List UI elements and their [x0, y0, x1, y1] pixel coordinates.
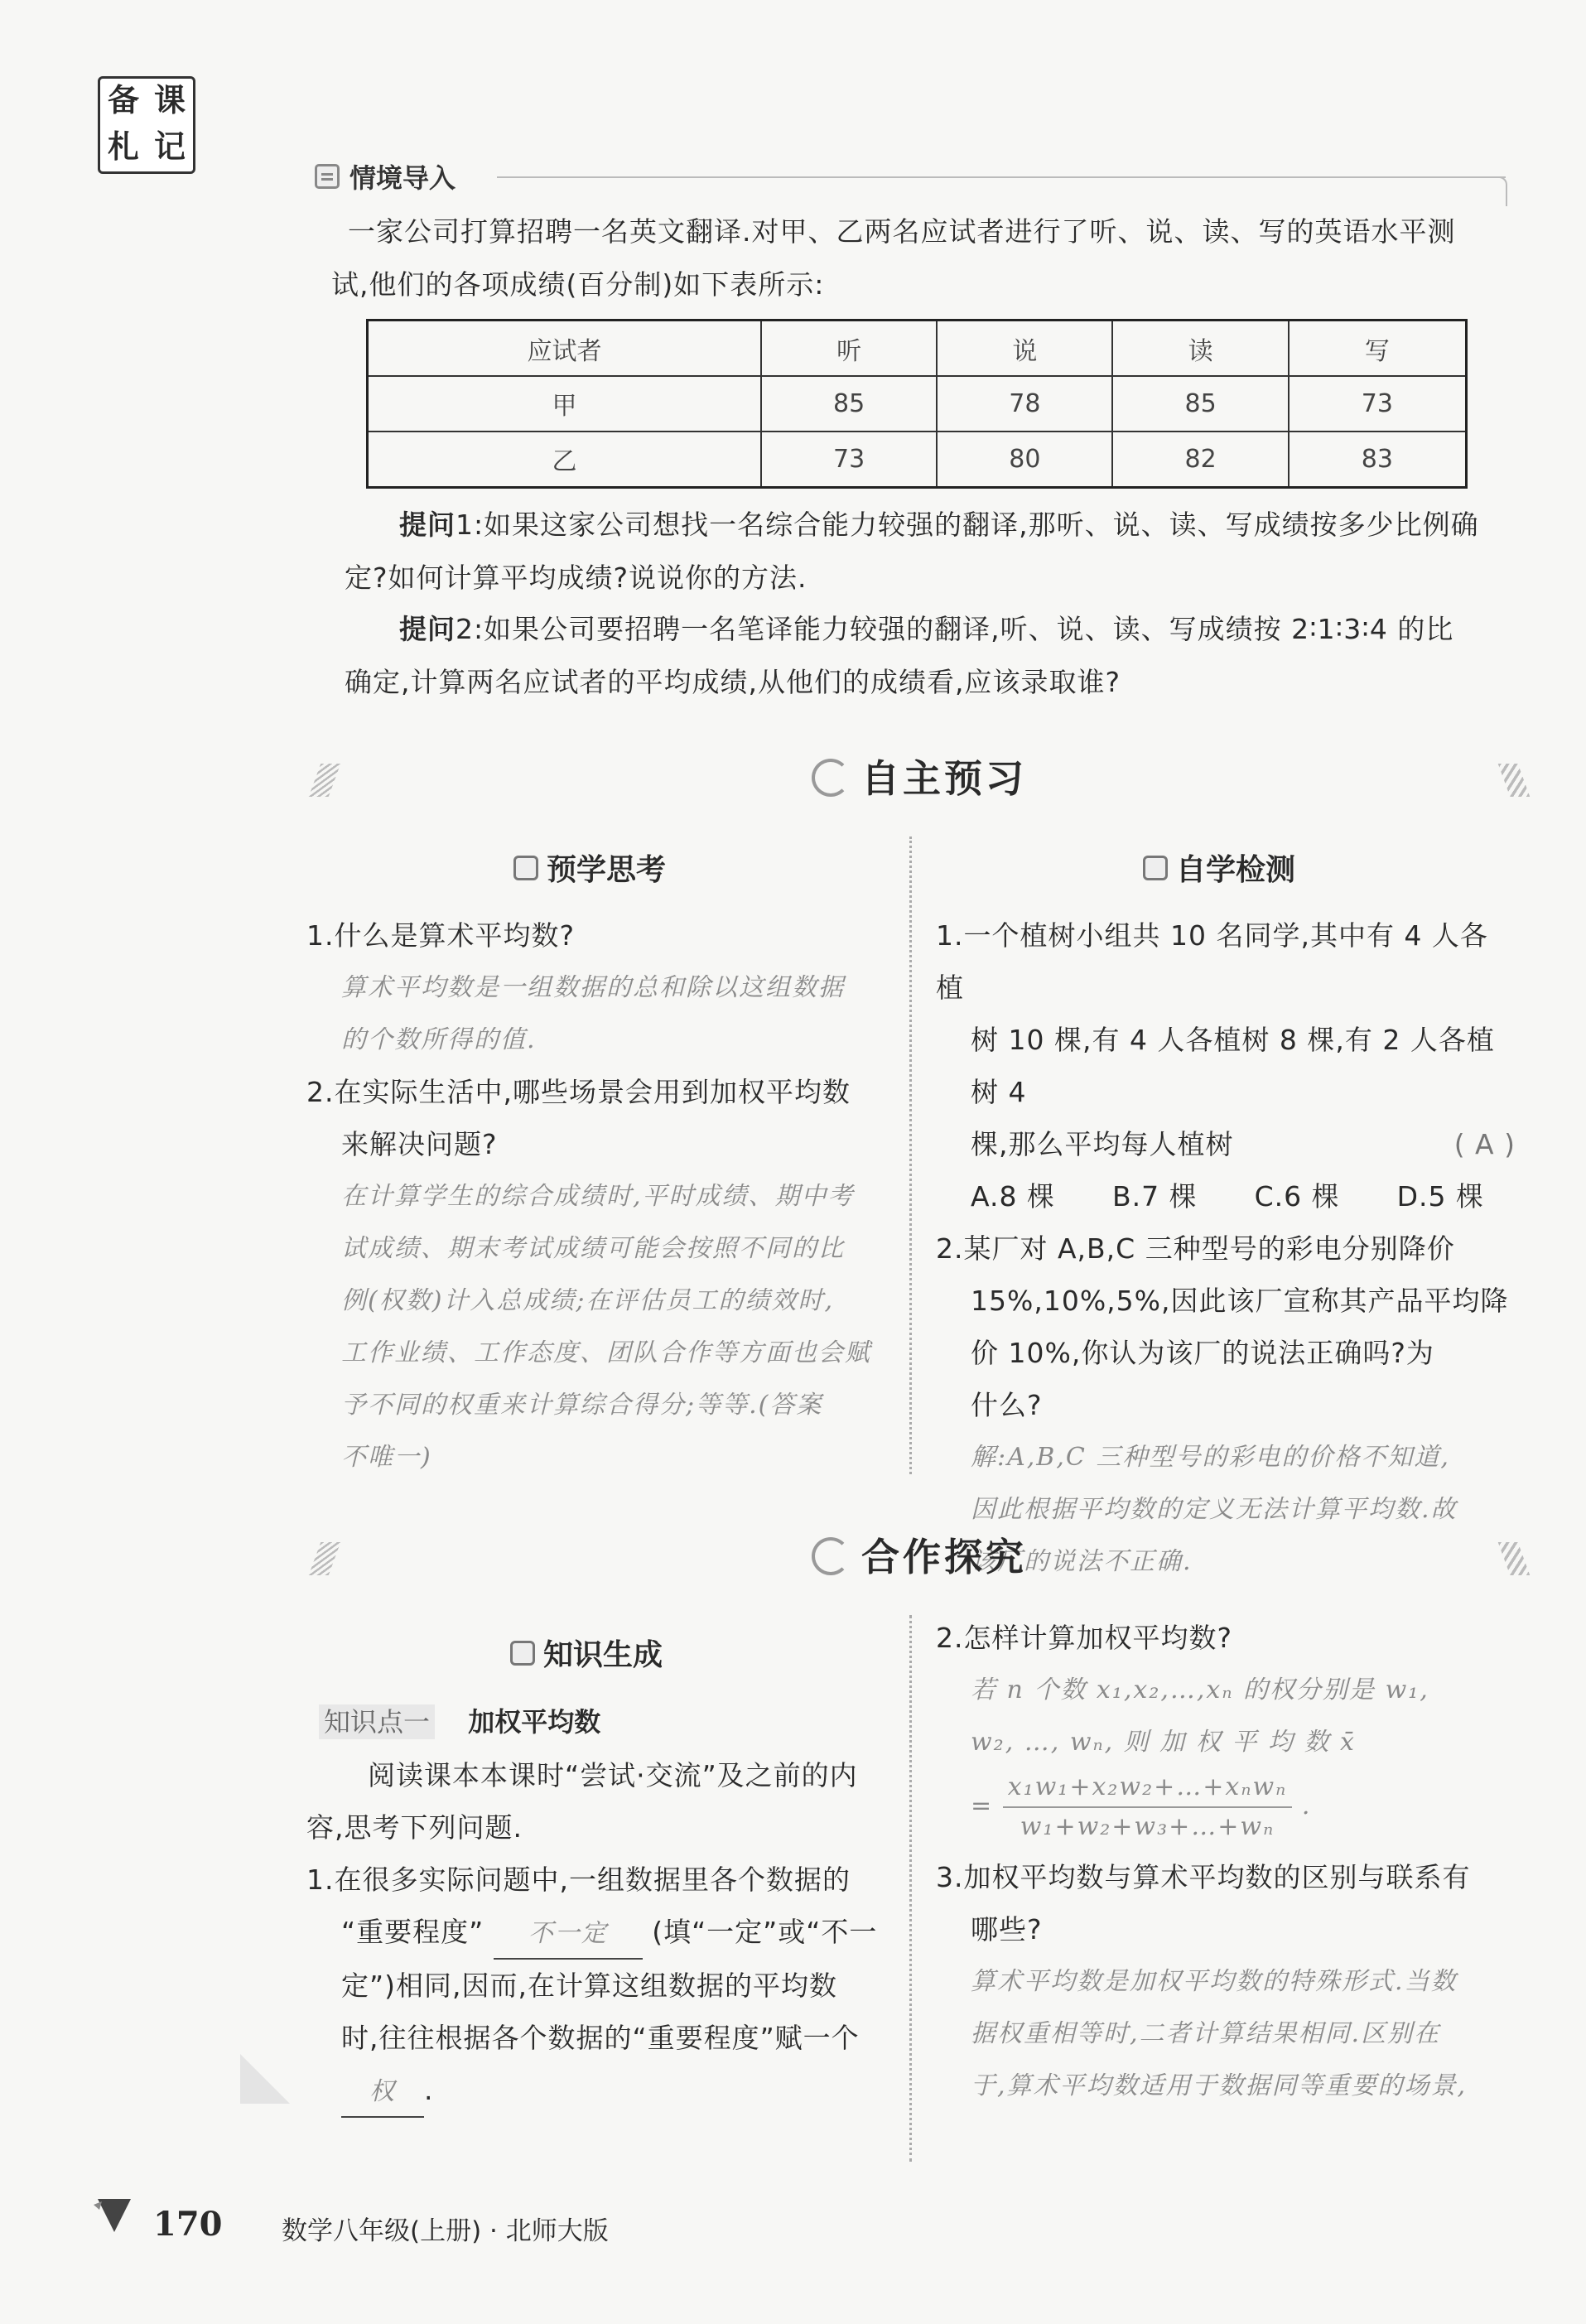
- question-line: 1.在很多实际问题中,一组数据里各个数据的: [306, 1864, 851, 1896]
- option-d: D.5 棵: [1396, 1180, 1484, 1213]
- answer-text: [971, 1664, 1516, 1846]
- question-line: 2.在实际生活中,哪些场景会用到加权平均数: [306, 1076, 851, 1108]
- answer-line: w₂, …, wₙ, 则 加 权 平 均 数 x̄: [971, 1728, 1356, 1757]
- answer-line: 在计算学生的综合成绩时,平时成绩、期中考: [341, 1182, 855, 1211]
- answer-line: 的个数所得的值.: [341, 1025, 537, 1054]
- header-rule: [497, 176, 1506, 178]
- table-header-cell: 读: [1112, 321, 1288, 377]
- answer-line: 试成绩、期末考试成绩可能会按照不同的比: [341, 1234, 845, 1263]
- blank-answer: 不一定: [528, 1919, 608, 1948]
- knowledge-content: [306, 1749, 903, 2118]
- answer-line: 若 n 个数 x₁,x₂,…,xₙ 的权分别是 w₁,: [971, 1675, 1429, 1704]
- choice-answer: ( A ): [1453, 1128, 1516, 1160]
- note-icon: [315, 164, 340, 189]
- table-cell: 73: [1289, 376, 1467, 432]
- question-label: 提问: [399, 613, 456, 645]
- formula-denominator: w₁+w₂+w₃+…+wₙ: [1020, 1812, 1275, 1841]
- target-icon: [812, 759, 850, 797]
- column-divider: [909, 1615, 912, 2162]
- knowledge-point-title: 加权平均数: [468, 1706, 601, 1738]
- answer-text: [341, 962, 903, 1066]
- table-cell: 乙: [368, 432, 761, 488]
- score-table: [366, 319, 1468, 489]
- book-title: 数学八年级(上册) · 北师大版: [282, 2216, 609, 2246]
- question-text: 1:如果这家公司想找一名综合能力较强的翻译,那听、说、读、写成绩按多少比例确: [456, 509, 1479, 541]
- table-cell: 80: [937, 432, 1112, 488]
- answer-line: 解:A,B,C 三种型号的彩电的价格不知道,: [971, 1443, 1450, 1472]
- situation-title: 情境导入: [349, 162, 456, 194]
- subheading-knowledge: [510, 1632, 663, 1674]
- option-c: C.6 棵: [1254, 1180, 1340, 1213]
- book-icon: [513, 856, 538, 880]
- question-1: [345, 499, 1526, 605]
- question-line: “重要程度”: [341, 1916, 484, 1948]
- section-title: 合作探究: [861, 1535, 1027, 1579]
- option-a: A.8 棵: [971, 1180, 1055, 1213]
- question-line: 来解决问题?: [341, 1128, 498, 1160]
- formula-eq: =: [971, 1791, 994, 1820]
- table-cell: 82: [1112, 432, 1288, 488]
- situation-header: [315, 156, 456, 197]
- knowledge-point-header: [319, 1696, 907, 1748]
- question-text: [936, 909, 1516, 1222]
- self-check-content: [936, 909, 1516, 1588]
- situation-intro: [331, 205, 1507, 311]
- question-text: [306, 1066, 903, 1170]
- question-line: 定”)相同,因而,在计算这组数据的平均数: [341, 1970, 837, 2002]
- answer-line: 例(权数)计入总成绩;在评估员工的绩效时,: [341, 1286, 835, 1315]
- section-banner-preview: [315, 745, 1524, 812]
- question-line: 价 10%,你认为该厂的说法正确吗?为: [971, 1337, 1434, 1369]
- page-number: 170: [153, 2205, 223, 2244]
- question-text: 确定,计算两名应试者的平均成绩,从他们的成绩看,应该录取谁?: [345, 666, 1121, 698]
- knowledge-point-label: 知识点一: [319, 1704, 435, 1739]
- question-line: (填“一定”或“不一: [652, 1916, 878, 1948]
- subheading-preview-thinking: [513, 846, 666, 889]
- question-line: 哪些?: [971, 1913, 1043, 1946]
- question-line: 2.某厂对 A,B,C 三种型号的彩电分别降价: [936, 1232, 1455, 1265]
- subheading-text: 预学思考: [547, 853, 667, 887]
- table-header-row: [368, 321, 1467, 377]
- lesson-notes-stamp: [98, 76, 195, 174]
- question-2: [345, 603, 1526, 709]
- question-text: [936, 1851, 1516, 1955]
- table-cell: 85: [1112, 376, 1288, 432]
- intro-line: 一家公司打算招聘一名英文翻译.对甲、乙两名应试者进行了听、说、读、写的英语水平测: [348, 215, 1456, 248]
- explore-right-content: [936, 1612, 1516, 2112]
- table-cell: 83: [1289, 432, 1467, 488]
- header-rule-end: [1499, 176, 1507, 206]
- instruction-line: 阅读课本本课时“尝试·交流”及之前的内: [368, 1759, 858, 1791]
- answer-line: 据权重相等时,二者计算结果相同.区别在: [971, 2019, 1441, 2048]
- page-deco: [240, 2054, 290, 2104]
- formula-fraction: [1003, 1768, 1293, 1846]
- answer-line: 因此根据平均数的定义无法计算平均数.故: [971, 1495, 1458, 1524]
- question-text: [936, 1222, 1516, 1431]
- table-header-cell: 听: [761, 321, 937, 377]
- stamp-char: 课: [153, 81, 186, 118]
- answer-line: 予不同的权重来计算综合得分;等等.(答案: [341, 1391, 823, 1420]
- stamp-char: 备: [107, 81, 139, 118]
- stamp-char: 记: [153, 128, 186, 165]
- question-label: 提问: [399, 509, 456, 541]
- section-title: 自主预习: [861, 756, 1027, 801]
- table-header-cell: 应试者: [368, 321, 761, 377]
- subheading-text: 知识生成: [543, 1638, 663, 1672]
- question-line: 树 10 棵,有 4 人各植树 8 棵,有 2 人各植树 4: [971, 1024, 1495, 1108]
- question-line: 15%,10%,5%,因此该厂宣称其产品平均降: [971, 1285, 1509, 1317]
- answer-text: [971, 1955, 1516, 2112]
- question-line: 1.一个植树小组共 10 名同学,其中有 4 人各植: [936, 919, 1488, 1004]
- table-row: [368, 432, 1467, 488]
- answer-line: 不唯一): [341, 1443, 432, 1472]
- question-line: 棵,那么平均每人植树: [971, 1128, 1234, 1160]
- question-text: 定?如何计算平均成绩?说说你的方法.: [345, 562, 807, 594]
- answer-line: 工作业绩、工作态度、团队合作等方面也会赋: [341, 1338, 871, 1367]
- question-text: 2.怎样计算加权平均数?: [936, 1622, 1233, 1654]
- question-line: 时,往往根据各个数据的“重要程度”赋一个: [341, 2022, 860, 2054]
- question-text: 2:如果公司要招聘一名笔译能力较强的翻译,听、说、读、写成绩按 2∶1∶3∶4 的比: [456, 613, 1454, 645]
- blank-answer: 权: [369, 2077, 396, 2106]
- table-header-cell: 写: [1289, 321, 1467, 377]
- punctuation: .: [1301, 1791, 1312, 1820]
- table-cell: 73: [761, 432, 937, 488]
- question-line: 什么?: [971, 1389, 1043, 1421]
- answer-text: [341, 1170, 903, 1483]
- table-cell: 甲: [368, 376, 761, 432]
- question-text: 1.什么是算术平均数?: [306, 919, 576, 952]
- column-divider: [909, 837, 912, 1474]
- reading-instruction: [306, 1749, 903, 1854]
- table-header-cell: 说: [937, 321, 1112, 377]
- table-row: [368, 376, 1467, 432]
- table-cell: 85: [761, 376, 937, 432]
- intro-line: 试,他们的各项成绩(百分制)如下表所示:: [331, 268, 825, 301]
- stamp-char: 札: [107, 128, 139, 165]
- table-cell: 78: [937, 376, 1112, 432]
- book-icon: [510, 1641, 535, 1666]
- punctuation: .: [424, 2074, 434, 2106]
- option-b: B.7 棵: [1111, 1180, 1198, 1213]
- question-text: [306, 1854, 903, 2118]
- answer-line: 算术平均数是一组数据的总和除以这组数据: [341, 973, 845, 1002]
- fill-blank: [494, 1906, 643, 1960]
- section-banner-explore: [315, 1524, 1524, 1590]
- checklist-icon: [1143, 856, 1168, 880]
- magnifier-icon: [812, 1537, 850, 1575]
- subheading-text: 自学检测: [1176, 853, 1296, 887]
- fill-blank: [341, 2064, 424, 2118]
- subheading-self-check: [1143, 846, 1295, 889]
- formula-numerator: x₁w₁+x₂w₂+…+xₙwₙ: [1003, 1768, 1293, 1808]
- instruction-line: 容,思考下列问题.: [306, 1811, 523, 1844]
- answer-line: 于,算术平均数适用于数据同等重要的场景,: [971, 2071, 1468, 2100]
- question-line: 3.加权平均数与算术平均数的区别与联系有: [936, 1861, 1471, 1893]
- answer-line: 该厂的说法不正确.: [971, 1547, 1193, 1576]
- footer-deco-icon: [89, 2195, 139, 2236]
- answer-line: 算术平均数是加权平均数的特殊形式.当数: [971, 1967, 1458, 1996]
- weighted-mean-formula: [971, 1768, 1516, 1846]
- preview-thinking-content: [306, 909, 903, 1483]
